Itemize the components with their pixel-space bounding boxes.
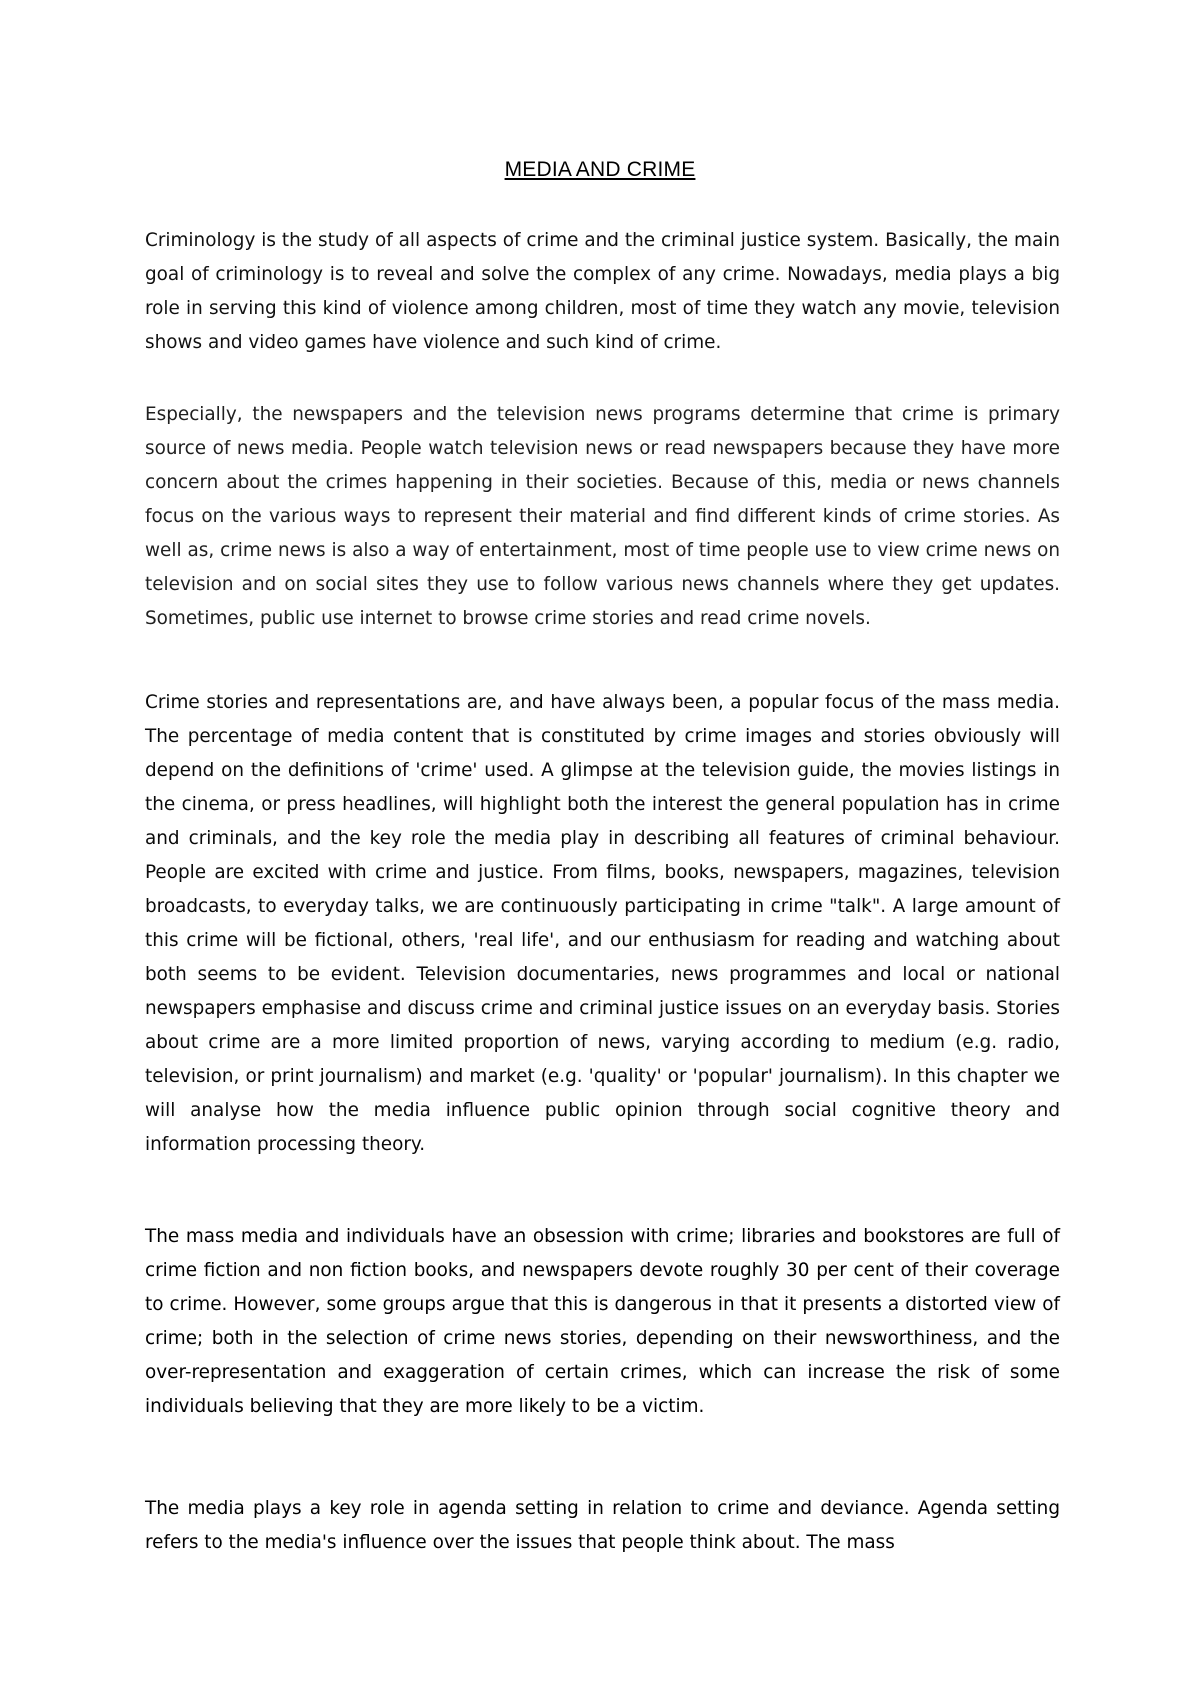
paragraph-1: Criminology is the study of all aspects of crime and the criminal justice system. Basically, the main goal of criminology is to reveal and solve the complex of any crime. Nowadays, media plays a big role in serving this kind of violence among children, most of time they watch any movie, television shows and video games have violence and such kind of crime. bbox=[145, 230, 1060, 353]
paragraph-2: Especially, the newspapers and the television news programs determine that crime is primary source of news media. People watch television news or read newspapers because they have more concern about the crimes happening in their societies. Because of this, media or news channels focus on the various ways to represent their material and find different kinds of crime stories. As well as, crime news is also a way of entertainment, most of time people use to view crime news on television and on social sites they use to follow various news channels where they get updates. Sometimes, public use internet to browse crime stories and read crime novels. bbox=[145, 404, 1060, 629]
paragraph-3: Crime stories and representations are, and have always been, a popular focus of the mass media. The percentage of media content that is constituted by crime images and stories obviously will depend on the definitions of 'crime' used. A glimpse at the television guide, the movies listings in the cinema, or press headlines, will highlight both the interest the general population has in crime and criminals, and the key role the media play in describing all features of criminal behaviour. People are excited with crime and justice. From films, books, newspapers, magazines, television broadcasts, to everyday talks, we are continuously participating in crime "talk". A large amount of this crime will be fictional, others, 'real life', and our enthusiasm for reading and watching about both seems to be evident. Television documentaries, news programmes and local or national newspapers emphasise and discuss crime and criminal justice issues on an everyday basis. Stories about crime are a more limited proportion of news, varying according to medium (e.g. radio, television, or print journalism) and market (e.g. 'quality' or 'popular' journalism). In this chapter we will analyse how the media influence public opinion through social cognitive theory and information processing theory. bbox=[145, 692, 1060, 1155]
paragraph-5: The media plays a key role in agenda setting in relation to crime and deviance. Agenda setting refers to the media's influence over the issues that people think about. The mass bbox=[145, 1498, 1060, 1553]
page-title: MEDIA AND CRIME bbox=[504, 158, 696, 181]
paragraph-4: The mass media and individuals have an obsession with crime; libraries and bookstores are full of crime fiction and non fiction books, and newspapers devote roughly 30 per cent of their coverage to crime. However, some groups argue that this is dangerous in that it presents a distorted view of crime; both in the selection of crime news stories, depending on their newsworthiness, and the over-representation and exaggeration of certain crimes, which can increase the risk of some individuals believing that they are more likely to be a victim. bbox=[145, 1226, 1060, 1417]
